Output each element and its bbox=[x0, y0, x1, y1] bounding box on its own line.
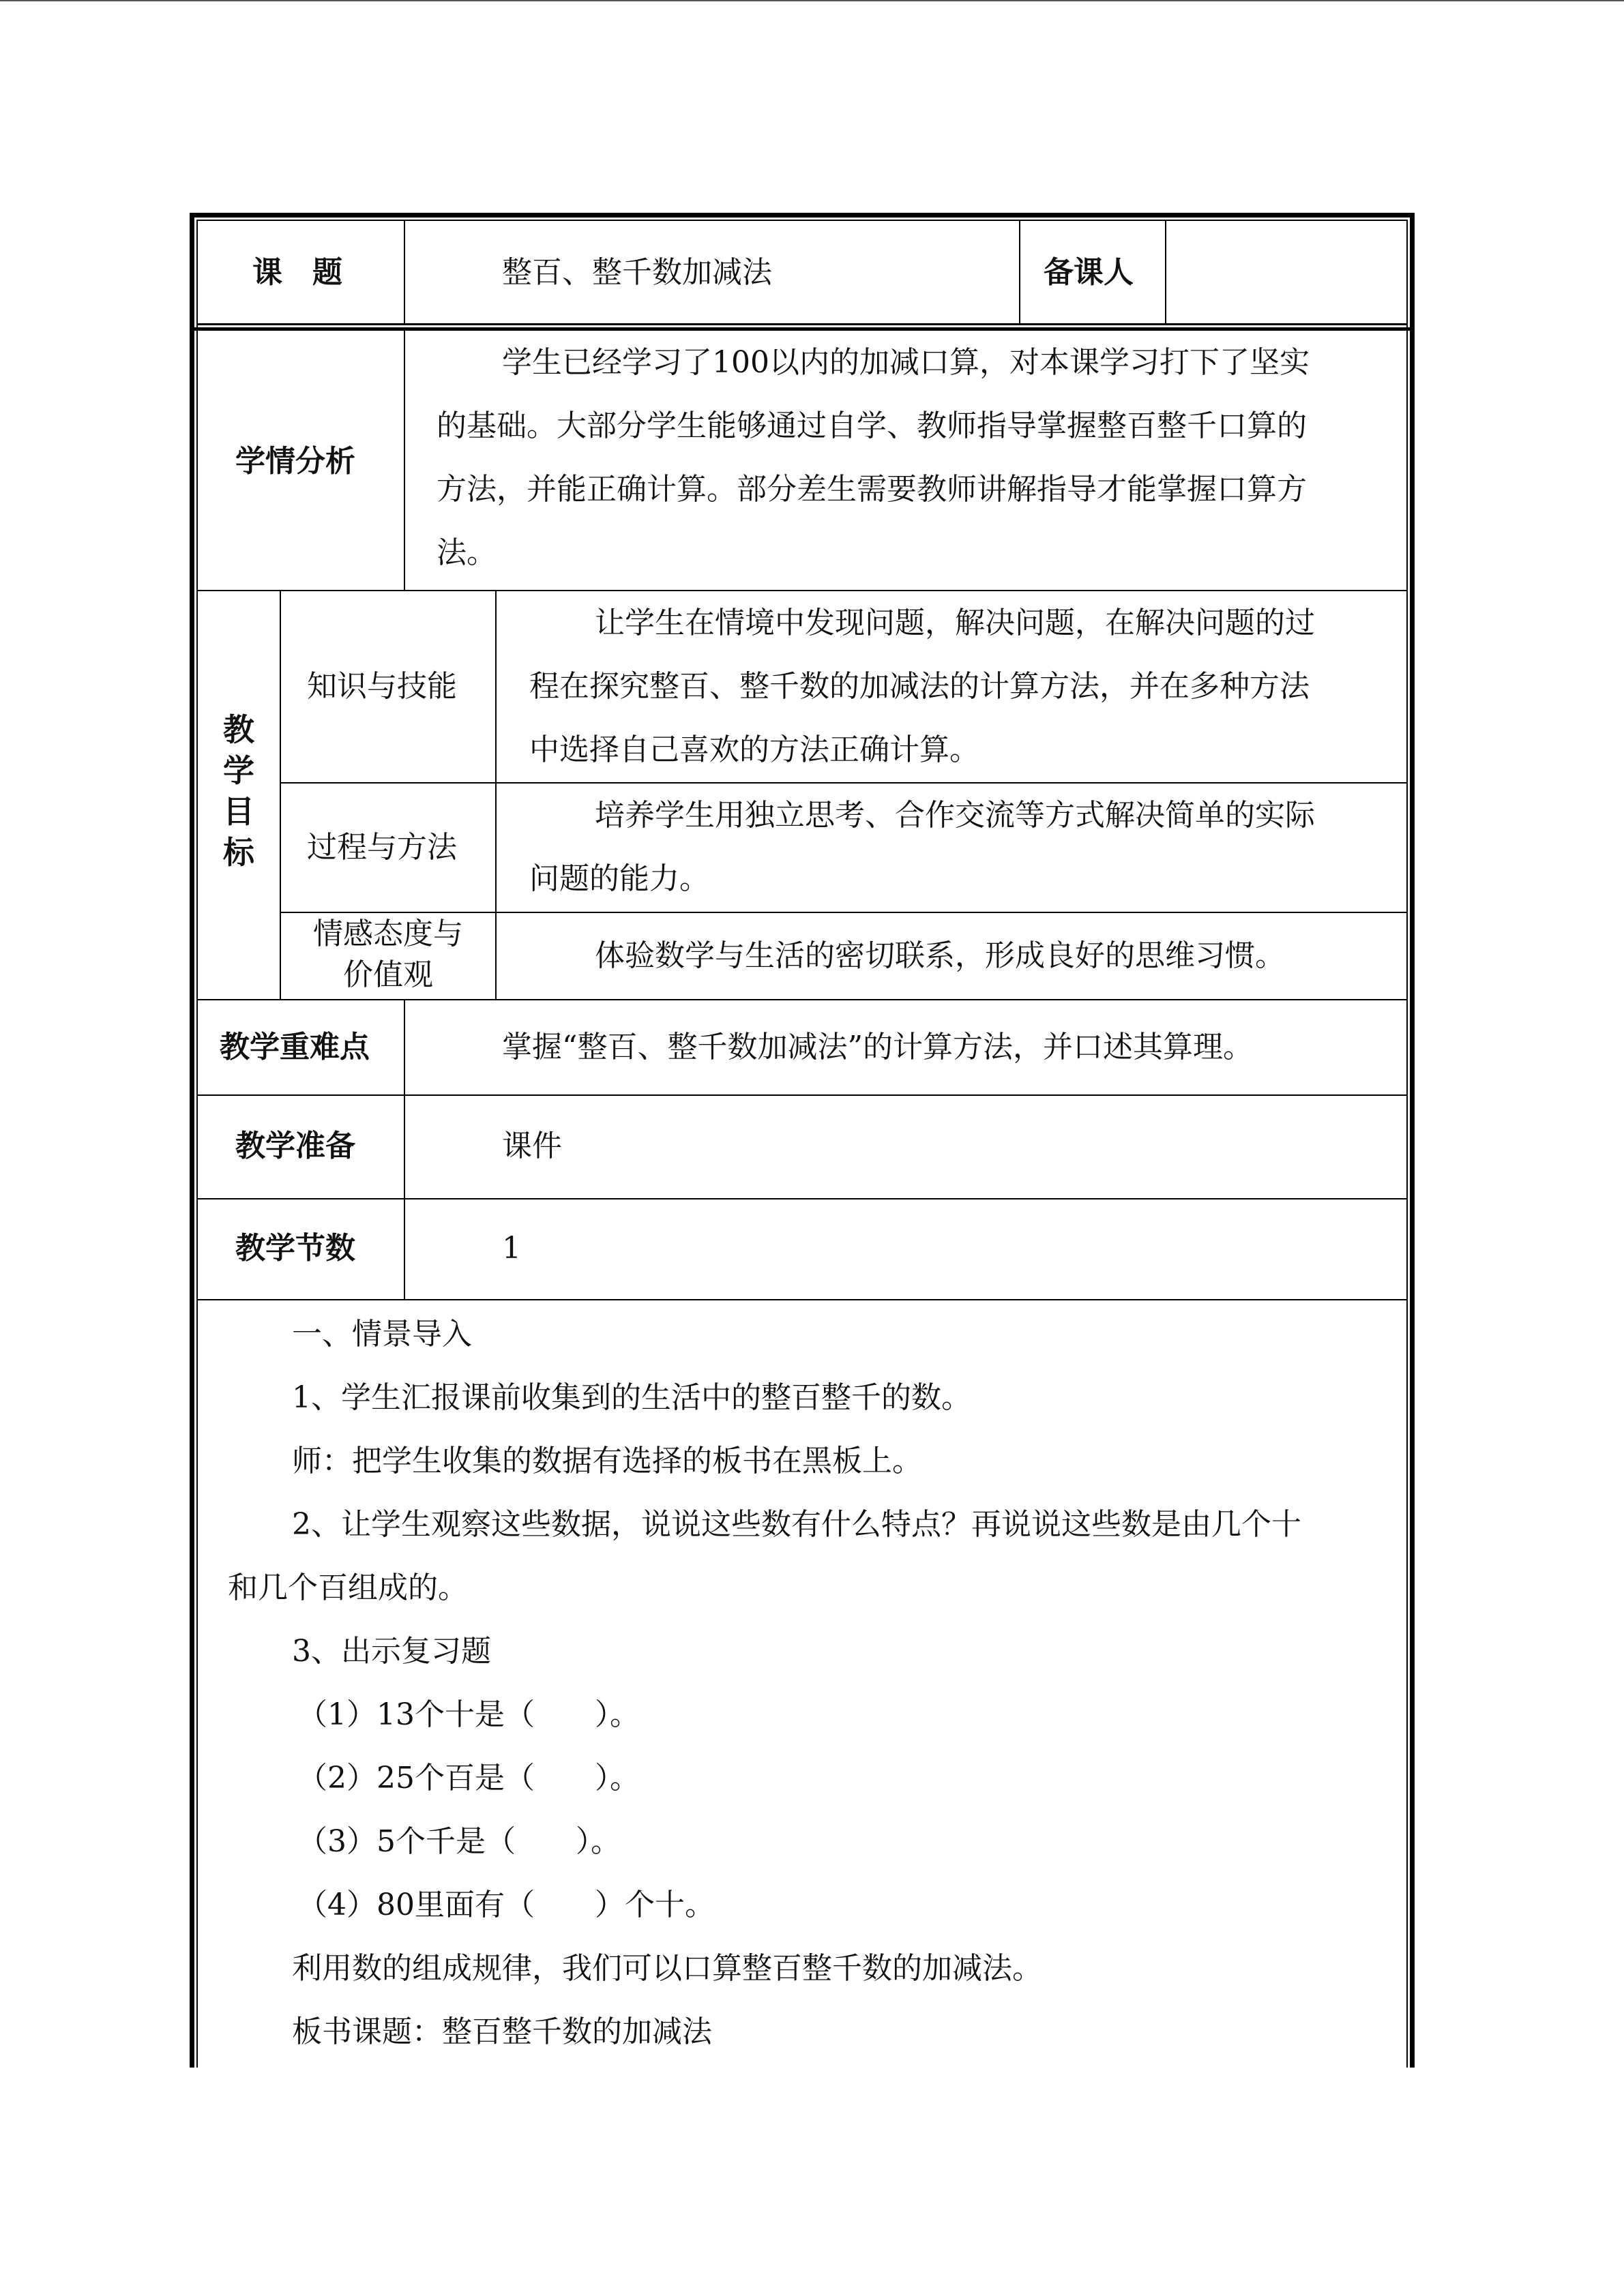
key-points-value: 掌握“整百、整千数加减法”的计算方法，并口述其算理。 bbox=[502, 1030, 1253, 1064]
knowledge-label: 知识与技能 bbox=[307, 669, 457, 704]
preparer-label: 备课人 bbox=[1044, 255, 1134, 290]
body-line: 3、出示复习题 bbox=[292, 1634, 491, 1669]
analysis-line: 方法，并能正确计算。部分差生需要教师讲解指导才能掌握口算方 bbox=[437, 472, 1307, 507]
goals-label-char: 目 bbox=[223, 793, 254, 830]
analysis-label: 学情分析 bbox=[235, 444, 355, 479]
row-divider bbox=[281, 912, 1408, 913]
row-divider bbox=[196, 1094, 1408, 1096]
row-divider bbox=[196, 1198, 1408, 1199]
key-points-label: 教学重难点 bbox=[220, 1030, 370, 1064]
goals-label-char: 教 bbox=[223, 711, 254, 748]
body-line: 2、让学生观察这些数据，说说这些数有什么特点？再说说这些数是由几个十 bbox=[292, 1507, 1301, 1542]
emotion-label-line: 情感态度与 bbox=[313, 916, 463, 951]
body-line: （2）25个百是（ ）。 bbox=[297, 1761, 640, 1795]
body-line: （1）13个十是（ ）。 bbox=[297, 1697, 640, 1732]
col-divider bbox=[404, 220, 405, 323]
body-line: （3）5个千是（ ）。 bbox=[297, 1824, 621, 1859]
knowledge-line: 中选择自己喜欢的方法正确计算。 bbox=[529, 732, 979, 767]
process-label: 过程与方法 bbox=[307, 830, 457, 865]
process-line: 培养学生用独立思考、合作交流等方式解决简单的实际 bbox=[595, 798, 1315, 833]
knowledge-line: 让学生在情境中发现问题，解决问题，在解决问题的过 bbox=[595, 606, 1315, 640]
knowledge-text bbox=[529, 591, 1396, 781]
col-divider bbox=[404, 1000, 405, 1299]
preparation-value: 课件 bbox=[502, 1129, 562, 1163]
sessions-value: 1 bbox=[502, 1231, 521, 1266]
emotion-label bbox=[281, 914, 495, 996]
goals-label-char: 标 bbox=[223, 834, 254, 871]
preparation-label: 教学准备 bbox=[235, 1129, 355, 1163]
analysis-text bbox=[437, 331, 1391, 584]
subject-value: 整百、整千数加减法 bbox=[502, 255, 772, 290]
process-text bbox=[529, 784, 1396, 910]
col-divider bbox=[404, 331, 405, 590]
row-divider bbox=[196, 1299, 1408, 1300]
body-line: 利用数的组成规律，我们可以口算整百整千数的加减法。 bbox=[292, 1951, 1042, 1986]
body-line: 1、学生汇报课前收集到的生活中的整百整千的数。 bbox=[292, 1380, 971, 1415]
row-divider bbox=[196, 323, 1408, 325]
col-divider bbox=[1019, 220, 1020, 323]
body-line: 一、情景导入 bbox=[292, 1317, 472, 1352]
emotion-label-line: 价值观 bbox=[343, 957, 433, 992]
sessions-label: 教学节数 bbox=[235, 1231, 355, 1266]
body-line: （4）80里面有（ ）个十。 bbox=[297, 1888, 715, 1922]
body-line: 和几个百组成的。 bbox=[228, 1570, 468, 1605]
emotion-text: 体验数学与生活的密切联系，形成良好的思维习惯。 bbox=[595, 938, 1285, 973]
body-line: 板书课题：整百整千数的加减法 bbox=[292, 2014, 712, 2049]
process-line: 问题的能力。 bbox=[529, 861, 709, 896]
page-top-border bbox=[0, 0, 1624, 1]
analysis-line: 法。 bbox=[437, 535, 497, 570]
knowledge-line: 程在探究整百、整千数的加减法的计算方法，并在多种方法 bbox=[529, 669, 1310, 704]
row-divider bbox=[196, 999, 1408, 1000]
analysis-line: 学生已经学习了100以内的加减口算，对本课学习打下了坚实 bbox=[502, 345, 1310, 380]
body-line: 师：把学生收集的数据有选择的板书在黑板上。 bbox=[292, 1444, 922, 1478]
goals-label-char: 学 bbox=[223, 752, 254, 789]
analysis-line: 的基础。大部分学生能够通过自学、教师指导掌握整百整千口算的 bbox=[437, 408, 1307, 443]
subject-label: 课 题 bbox=[252, 255, 342, 290]
col-divider bbox=[1165, 220, 1166, 323]
col-divider bbox=[495, 591, 497, 999]
